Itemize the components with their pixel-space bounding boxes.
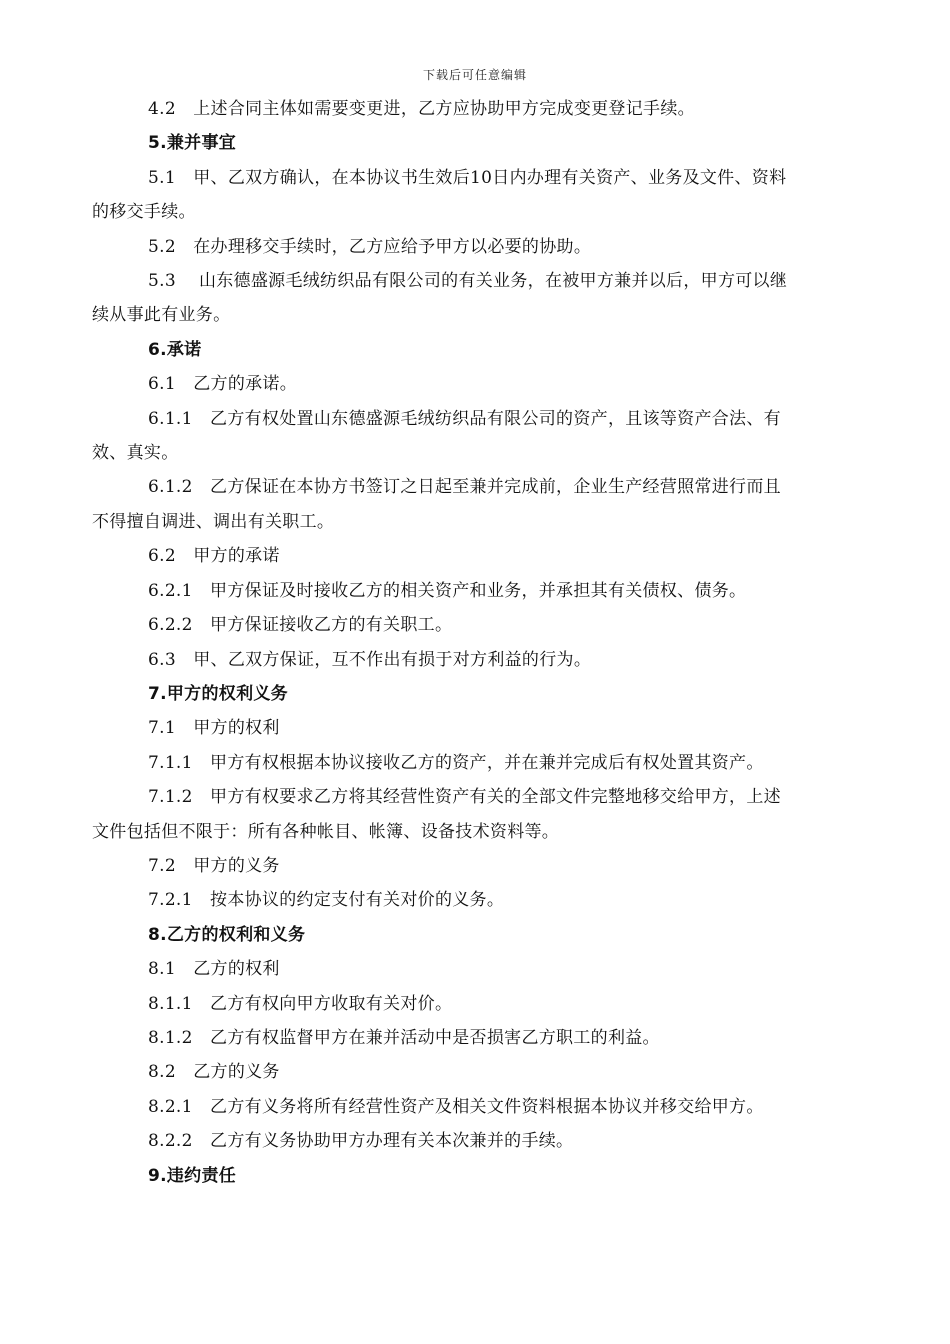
section-heading: 7.甲方的权利义务 (148, 683, 288, 704)
paragraph-line: 6.2.2 甲方保证接收乙方的有关职工。 (148, 615, 453, 636)
paragraph-line: 4.2 上述合同主体如需要变更进，乙方应协助甲方完成变更登记手续。 (148, 99, 695, 119)
paragraph-line: 8.1.2 乙方有权监督甲方在兼并活动中是否损害乙方职工的利益。 (148, 1027, 660, 1048)
paragraph-line: 7.2.1 按本协议的约定支付有关对价的义务。 (148, 890, 505, 911)
section-heading: 9.违约责任 (148, 1165, 237, 1186)
paragraph-line: 6.2 甲方的承诺 (148, 546, 280, 567)
paragraph-line: 7.1.2 甲方有权要求乙方将其经营性资产有关的全部文件完整地移交给甲方，上述 (148, 787, 781, 808)
paragraph-line: 8.2.2 乙方有义务协助甲方办理有关本次兼并的手续。 (148, 1131, 574, 1152)
paragraph-line: 8.1.1 乙方有权向甲方收取有关对价。 (148, 993, 453, 1014)
paragraph-line: 效、真实。 (92, 443, 179, 464)
paragraph-line: 6.3 甲、乙双方保证，互不作出有损于对方利益的行为。 (148, 649, 592, 670)
paragraph-line: 8.2.1 乙方有义务将所有经营性资产及相关文件资料根据本协议并移交给甲方。 (148, 1096, 764, 1117)
paragraph-line: 不得擅自调进、调出有关职工。 (92, 511, 335, 532)
page-header: 下载后可任意编辑 (422, 68, 527, 82)
paragraph-line: 6.1.1 乙方有权处置山东德盛源毛绒纺织品有限公司的资产，且该等资产合法、有 (148, 408, 781, 429)
document-body (92, 92, 860, 1193)
paragraph-line: 7.1.1 甲方有权根据本协议接收乙方的资产，并在兼并完成后有权处置其资产。 (148, 752, 764, 773)
paragraph-line: 6.1.2 乙方保证在本协方书签订之日起至兼并完成前，企业生产经营照常进行而且 (148, 477, 781, 498)
paragraph-line: 5.1 甲、乙双方确认，在本协议书生效后10日内办理有关资产、业务及文件、资料 (148, 167, 787, 188)
paragraph-line: 文件包括但不限于：所有各种帐目、帐簿、设备技术资料等。 (92, 821, 560, 842)
paragraph-line: 的移交手续。 (92, 202, 196, 223)
paragraph-line: 7.1 甲方的权利 (148, 718, 280, 739)
paragraph-line: 6.1 乙方的承诺。 (148, 374, 298, 395)
paragraph-line: 续从事此有业务。 (92, 305, 231, 326)
section-heading: 5.兼并事宜 (148, 133, 237, 154)
paragraph-line: 8.1 乙方的权利 (148, 959, 280, 980)
paragraph-line: 8.2 乙方的义务 (148, 1062, 280, 1083)
paragraph-line: 5.2 在办理移交手续时，乙方应给予甲方以必要的协助。 (148, 236, 592, 257)
paragraph-line: 5.3 山东德盛源毛绒纺织品有限公司的有关业务，在被甲方兼并以后，甲方可以继 (148, 271, 788, 292)
paragraph-line: 7.2 甲方的义务 (148, 855, 280, 876)
section-heading: 6.承诺 (148, 339, 202, 360)
paragraph-line: 6.2.1 甲方保证及时接收乙方的相关资产和业务，并承担其有关债权、债务。 (148, 580, 747, 601)
section-heading: 8.乙方的权利和义务 (148, 924, 306, 945)
